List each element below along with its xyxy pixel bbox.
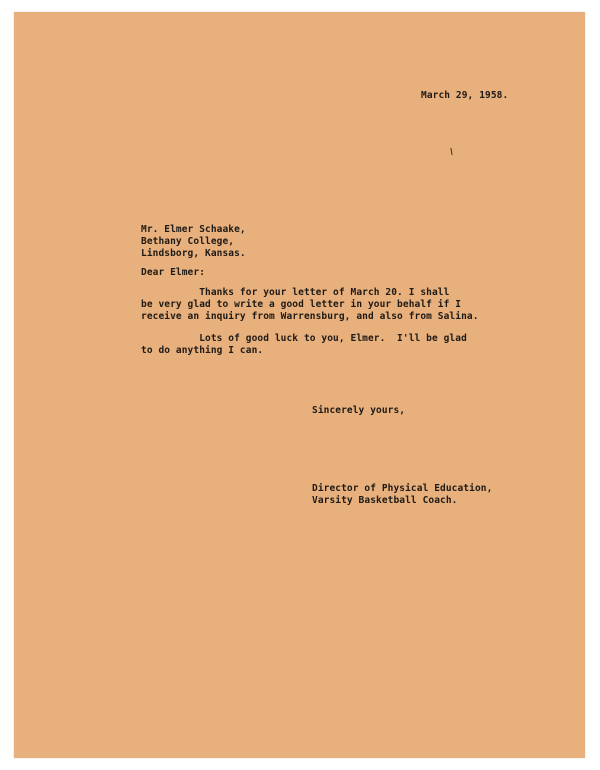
paper-mark [450,148,452,155]
letter-page [14,12,585,758]
body-paragraph-1-line-2: be very glad to write a good letter in your behalf if I [141,299,462,310]
complimentary-closing: Sincerely yours, [312,405,406,416]
recipient-institution: Bethany College, [141,236,235,247]
salutation: Dear Elmer: [141,267,206,278]
body-paragraph-2-line-2: to do anything I can. [141,345,264,356]
recipient-location: Lindsborg, Kansas. [141,248,246,259]
letter-date: March 29, 1958. [421,90,509,101]
recipient-name: Mr. Elmer Schaake, [141,224,246,235]
body-paragraph-2-line-1: Lots of good luck to you, Elmer. I'll be glad [141,333,467,344]
signature-title-1: Director of Physical Education, [312,483,493,494]
signature-title-2: Varsity Basketball Coach. [312,495,458,506]
body-paragraph-1-line-1: Thanks for your letter of March 20. I shall [141,287,450,298]
body-paragraph-1-line-3: receive an inquiry from Warrensburg, and also from Salina. [141,311,479,322]
